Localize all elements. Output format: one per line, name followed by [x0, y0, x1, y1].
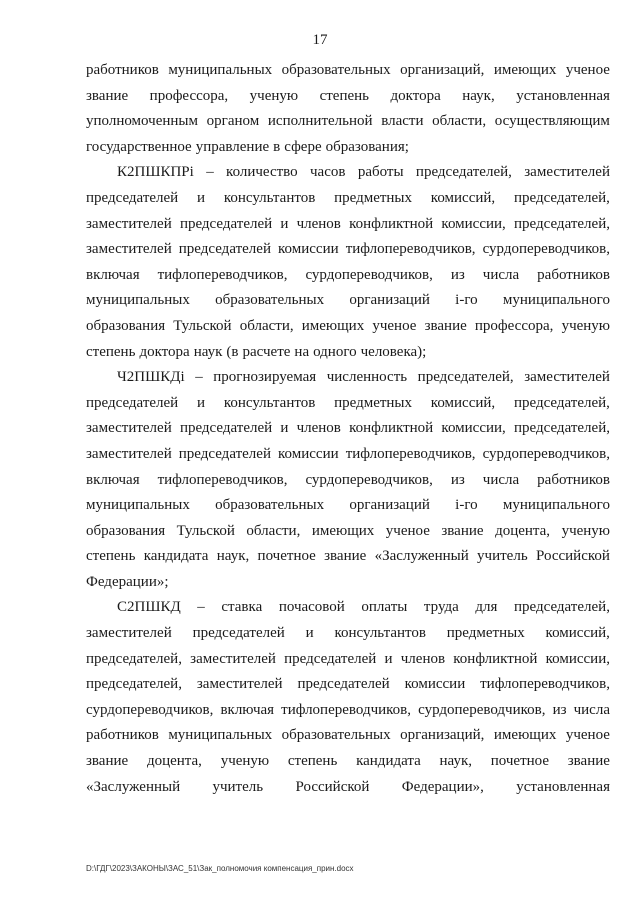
word: включая	[86, 471, 140, 488]
word: ученое	[565, 62, 610, 78]
word: профессора,	[474, 317, 554, 334]
word: и	[305, 625, 314, 642]
word: государственное	[86, 138, 192, 155]
word: сурдопереводчиков,	[482, 445, 610, 462]
text-line	[86, 288, 610, 314]
text-line	[86, 212, 610, 238]
word: конфликтной	[453, 650, 538, 667]
word: ученую	[220, 753, 270, 770]
text-line	[86, 365, 610, 391]
word: уполномоченным	[86, 113, 198, 130]
word: председателей,	[86, 650, 182, 667]
word: муниципального	[502, 292, 610, 309]
word: числа	[482, 266, 520, 283]
text-line	[86, 135, 610, 161]
text-line	[86, 621, 610, 647]
word: для	[475, 599, 498, 616]
word: работников	[537, 266, 610, 283]
word: ученую	[561, 317, 610, 334]
word: наук,	[439, 753, 472, 770]
word: комиссий,	[430, 394, 496, 411]
word: из	[552, 701, 567, 718]
text-line	[86, 570, 610, 596]
page-number: 17	[312, 32, 328, 48]
word: профессора,	[149, 87, 229, 104]
word: членов	[400, 650, 446, 667]
word: ученую	[249, 87, 299, 104]
word: Российской	[295, 778, 370, 795]
word: области,	[239, 317, 294, 334]
word: наук,	[462, 87, 495, 104]
word: председателей,	[417, 369, 514, 386]
word: комиссии,	[441, 215, 506, 232]
word: председателей	[297, 676, 390, 693]
text-line	[86, 775, 610, 801]
word: и	[280, 215, 289, 232]
word: доцента,	[495, 522, 551, 539]
word: тифлопереводчиков,	[345, 445, 476, 462]
word: работников	[86, 727, 159, 744]
word: председателей,	[513, 394, 610, 411]
word: председателей	[179, 420, 273, 437]
word: конфликтной	[349, 420, 434, 437]
word: тифлопереводчиков,	[345, 241, 476, 258]
word: К2ПШКПРi	[117, 164, 194, 181]
text-line	[86, 237, 610, 263]
word: организаций,	[400, 727, 485, 744]
word: оплаты	[361, 599, 408, 616]
word: комиссии,	[545, 650, 610, 667]
word: комиссии	[278, 445, 339, 462]
word: образовательных	[215, 292, 325, 309]
word: сфере	[284, 138, 322, 155]
word: председателей,	[86, 676, 182, 693]
word: ученое	[372, 317, 417, 334]
text-line	[86, 698, 610, 724]
word: муниципальных	[86, 497, 190, 514]
word: тифлопереводчиков,	[157, 266, 288, 283]
word: сурдопереводчиков,	[86, 701, 214, 718]
word: образования;	[325, 138, 409, 155]
word: доктора	[390, 87, 441, 104]
text-line	[86, 340, 610, 366]
word: почетное	[257, 548, 316, 565]
word: ученое	[565, 727, 610, 744]
word: комиссий,	[545, 625, 610, 642]
word: учитель	[477, 548, 528, 565]
word: из	[450, 471, 465, 488]
word: председателей,	[513, 189, 610, 206]
text-line	[86, 647, 610, 673]
word: тифлопереводчиков,	[480, 676, 610, 693]
word: власти	[381, 113, 424, 130]
word: комиссии	[278, 241, 339, 258]
word: почасовой	[278, 599, 345, 616]
word: предметных	[446, 625, 525, 642]
word: и	[280, 420, 289, 437]
word: звание	[86, 87, 129, 104]
text-line	[86, 84, 610, 110]
word: числа	[482, 471, 520, 488]
word: «Заслуженный	[86, 778, 181, 795]
word: i-го	[455, 497, 478, 514]
word: области,	[432, 113, 487, 130]
word: i-го	[455, 292, 478, 309]
word: прогнозируемая	[213, 369, 317, 386]
word: и	[197, 394, 206, 411]
word: и	[384, 650, 393, 667]
word: организаций,	[400, 62, 485, 78]
word: имеющих	[493, 62, 557, 78]
word: установленная	[516, 778, 610, 795]
word: муниципального	[502, 497, 610, 514]
word: –	[197, 599, 205, 616]
word: –	[206, 164, 214, 181]
word: председателей,	[514, 420, 610, 437]
word: тифлопереводчиков,	[281, 701, 412, 718]
word: муниципальных	[168, 727, 273, 744]
word: расчете	[242, 343, 291, 360]
text-line	[86, 723, 610, 749]
word: числа	[573, 701, 610, 718]
word: председателей,	[513, 599, 610, 616]
word: Ч2ПШКДi	[117, 369, 185, 386]
word: председателей	[178, 241, 271, 258]
word: ученую	[561, 522, 610, 539]
word: имеющих	[493, 727, 557, 744]
word: труда	[423, 599, 459, 616]
text-line	[86, 519, 610, 545]
word: из	[450, 266, 465, 283]
word: муниципальных	[86, 292, 190, 309]
word: Тульской	[173, 317, 232, 334]
word: звание	[441, 522, 484, 539]
word: организаций	[349, 292, 430, 309]
word: консультантов	[223, 189, 316, 206]
word: степень	[86, 548, 136, 565]
word: ставка	[221, 599, 263, 616]
word: доцента,	[146, 753, 202, 770]
word: почетное	[490, 753, 549, 770]
word: сурдопереводчиков,	[305, 471, 433, 488]
word: наук	[193, 343, 223, 360]
word: –	[195, 369, 203, 386]
word: учитель	[212, 778, 264, 795]
word: работников	[86, 62, 159, 78]
word: Тульской	[176, 522, 235, 539]
word: наук,	[216, 548, 250, 565]
word: ученое	[385, 522, 430, 539]
word: области,	[246, 522, 301, 539]
text-line	[86, 263, 610, 289]
word: комиссии,	[441, 420, 506, 437]
word: членов	[296, 420, 341, 437]
word: заместителей	[190, 650, 276, 667]
word: человека);	[360, 343, 427, 360]
word: сурдопереводчиков,	[305, 266, 433, 283]
word: имеющих	[301, 317, 365, 334]
word: кандидата	[143, 548, 209, 565]
word: и	[197, 189, 206, 206]
word: органом	[206, 113, 260, 130]
word: председателей,	[415, 164, 512, 181]
word: председателей	[86, 189, 179, 206]
word: включая	[220, 701, 275, 718]
text-line	[86, 314, 610, 340]
word: степень	[86, 343, 136, 360]
word: членов	[296, 215, 341, 232]
word: заместителей	[86, 241, 172, 258]
file-path-footer: D:\ГДГ\2023\ЗАКОНЫ\ЗАС_51\Зак_полномочия компенсация_прин.docx	[86, 864, 354, 873]
word: образования	[86, 317, 166, 334]
word: заместителей	[86, 215, 172, 232]
text-line	[86, 160, 610, 186]
text-line	[86, 544, 610, 570]
word: председателей	[284, 650, 377, 667]
word: имеющих	[311, 522, 375, 539]
word: организаций	[349, 497, 430, 514]
word: звание	[567, 753, 610, 770]
text-line	[86, 493, 610, 519]
word: численность	[326, 369, 408, 386]
word: заместителей	[86, 625, 172, 642]
word: степень	[319, 87, 370, 104]
text-line	[86, 391, 610, 417]
word: С2ПШКД	[117, 599, 181, 616]
word: часов	[310, 164, 346, 181]
word: образовательных	[281, 62, 391, 78]
word: степень	[287, 753, 338, 770]
text-line	[86, 672, 610, 698]
word: консультантов	[334, 625, 426, 642]
word: комиссии	[404, 676, 466, 693]
word: председателей	[178, 445, 271, 462]
text-line	[86, 442, 610, 468]
word: заместителей	[86, 420, 172, 437]
word: доктора	[139, 343, 190, 360]
text-line	[86, 749, 610, 775]
word: образования	[86, 522, 166, 539]
word: установленная	[516, 87, 610, 104]
word: осуществляющим	[494, 113, 610, 130]
word: комиссий,	[430, 189, 496, 206]
word: в	[273, 138, 281, 155]
word: предметных	[334, 394, 413, 411]
text-line	[86, 468, 610, 494]
word: Российской	[535, 548, 610, 565]
word: включая	[86, 266, 140, 283]
word: муниципальных	[168, 62, 273, 78]
word: заместителей	[524, 369, 610, 386]
word: председателей	[192, 625, 285, 642]
word: заместителей	[86, 445, 172, 462]
word: (в	[226, 343, 239, 360]
text-line	[86, 416, 610, 442]
text-line	[86, 58, 610, 84]
word: заместителей	[524, 164, 610, 181]
word: председателей,	[514, 215, 610, 232]
document-body	[86, 58, 610, 800]
word: работы	[357, 164, 404, 181]
word: звание	[424, 317, 467, 334]
text-line	[86, 595, 610, 621]
word: Федерации»;	[86, 573, 169, 590]
word: на	[294, 343, 310, 360]
word: председателей	[86, 394, 179, 411]
word: количество	[226, 164, 298, 181]
text-line	[86, 109, 610, 135]
word: исполнительной	[267, 113, 373, 130]
word: одного	[313, 343, 357, 360]
word: предметных	[334, 189, 413, 206]
word: Федерации»,	[401, 778, 484, 795]
word: конфликтной	[349, 215, 434, 232]
text-line	[86, 186, 610, 212]
word: кандидата	[356, 753, 421, 770]
word: сурдопереводчиков,	[482, 241, 610, 258]
word: образовательных	[215, 497, 325, 514]
word: звание	[324, 548, 367, 565]
word: звание	[86, 753, 129, 770]
word: «Заслуженный	[374, 548, 469, 565]
word: управление	[195, 138, 270, 155]
word: заместителей	[196, 676, 283, 693]
word: председателей	[179, 215, 273, 232]
word: сурдопереводчиков,	[418, 701, 546, 718]
word: работников	[537, 471, 610, 488]
word: тифлопереводчиков,	[157, 471, 288, 488]
word: консультантов	[223, 394, 316, 411]
word: образовательных	[281, 727, 391, 744]
